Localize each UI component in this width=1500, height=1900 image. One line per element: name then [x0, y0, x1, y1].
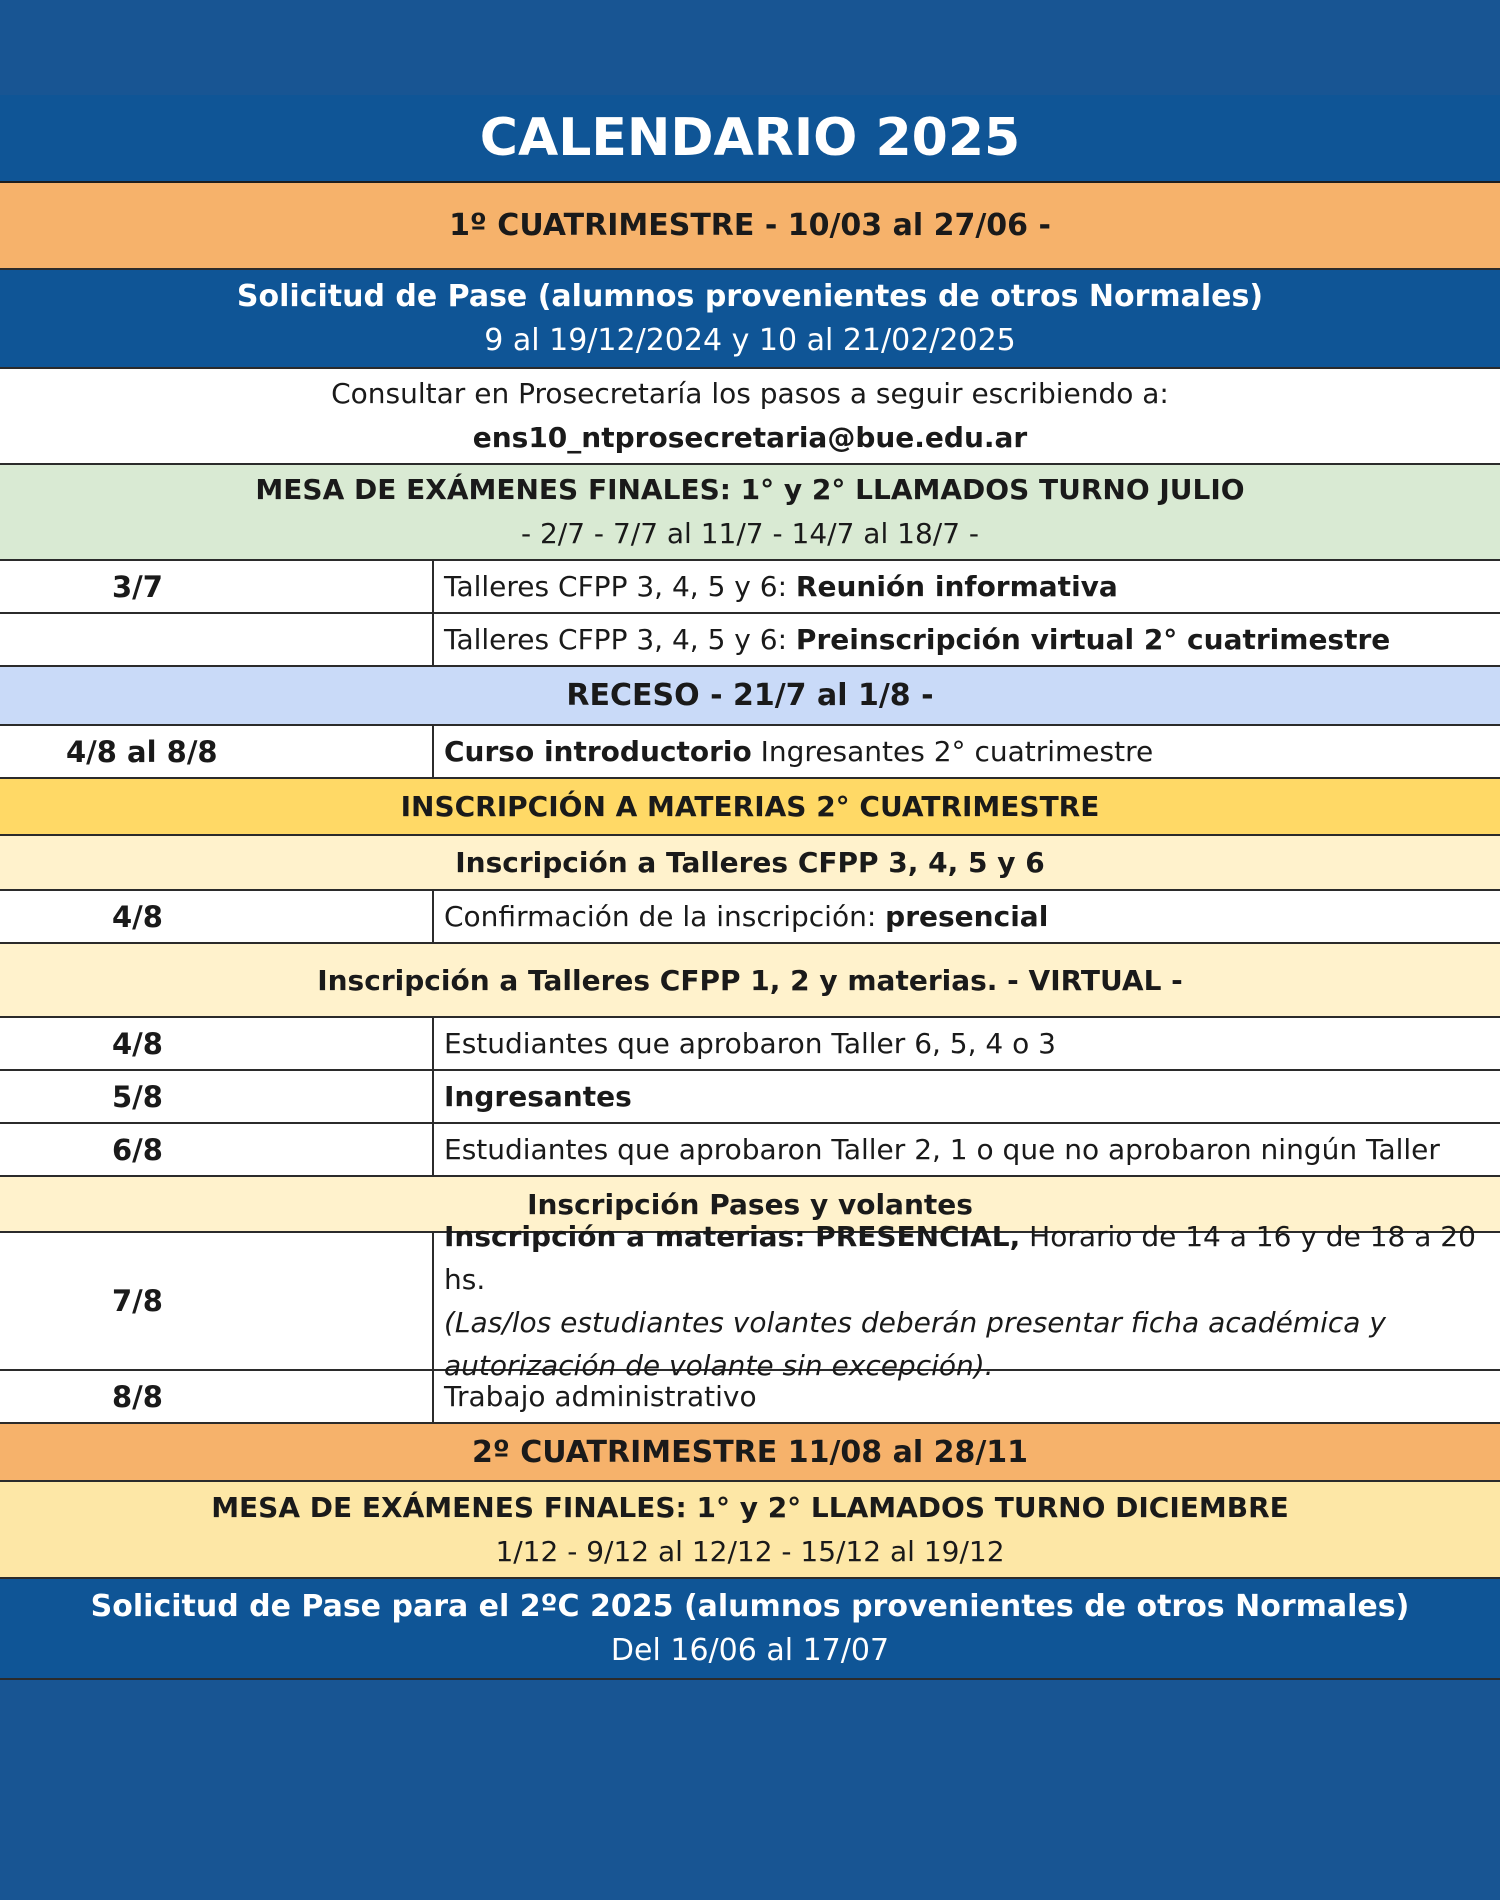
mesa-diciembre-heading: MESA DE EXÁMENES FINALES: 1° y 2° LLAMADOS TURNO DICIEMBRE — [211, 1490, 1289, 1524]
table-row — [0, 1124, 1500, 1177]
pase-request-dates: 9 al 19/12/2024 y 10 al 21/02/2025 — [484, 322, 1016, 358]
consult-section — [0, 369, 1500, 465]
row-content — [434, 561, 1500, 612]
page-title: CALENDARIO 2025 — [0, 95, 1500, 183]
table-row — [0, 1220, 1500, 1382]
row-text: Ingresantes — [444, 1080, 632, 1113]
row-bold-text: Preinscripción virtual 2° cuatrimestre — [795, 623, 1391, 656]
mesa-julio-heading: MESA DE EXÁMENES FINALES: 1° y 2° LLAMADOS TURNO JULIO — [255, 473, 1245, 506]
row-date: 4/8 — [0, 891, 434, 942]
mesa-diciembre-section — [0, 1482, 1500, 1579]
row-content — [434, 1018, 1500, 1069]
row-date: 6/8 — [0, 1124, 434, 1175]
row-date: 5/8 — [0, 1071, 434, 1122]
pases-volantes-header: Inscripción Pases y volantes — [0, 1177, 1500, 1233]
calendar-table — [0, 95, 1500, 1680]
row-date: 7/8 — [0, 1233, 434, 1369]
row-content — [434, 1220, 1500, 1382]
table-row — [0, 614, 1500, 667]
consult-text: Consultar en Prosecretaría los pasos a seguir escribiendo a: — [331, 377, 1169, 410]
row-content — [434, 1371, 1500, 1422]
row-date: 4/8 — [0, 1018, 434, 1069]
pase-2c-section — [0, 1579, 1500, 1680]
pase-request-heading: Solicitud de Pase (alumnos provenientes de otros Normales) — [236, 278, 1264, 314]
table-row — [0, 891, 1500, 944]
pase-2c-dates: Del 16/06 al 17/07 — [610, 1632, 890, 1668]
mesa-julio-dates: - 2/7 - 7/7 al 11/7 - 14/7 al 18/7 - — [520, 517, 980, 550]
row-bold-text: presencial — [885, 900, 1049, 933]
row-bold-text: Curso introductorio — [444, 735, 752, 768]
row-bold-text: Inscripción a materias: PRESENCIAL, — [444, 1220, 1021, 1253]
row-text: Ingresantes 2° cuatrimestre — [751, 735, 1154, 768]
row-content — [434, 614, 1500, 665]
row-text: Estudiantes que aprobaron Taller 6, 5, 4 o 3 — [444, 1027, 1056, 1060]
mesa-julio-section — [0, 465, 1500, 561]
pase-2c-heading: Solicitud de Pase para el 2ºC 2025 (alumnos provenientes de otros Normales) — [90, 1588, 1410, 1624]
row-text: Talleres CFPP 3, 4, 5 y 6: — [444, 570, 796, 603]
row-note-line-1: (Las/los estudiantes volantes deberán presentar ficha académica y — [444, 1306, 1386, 1339]
row-text: Horario de 14 a 16 y de 18 a 20 hs. — [444, 1220, 1476, 1296]
table-row — [0, 1371, 1500, 1424]
row-text: Talleres CFPP 3, 4, 5 y 6: — [444, 623, 796, 656]
table-row — [0, 1071, 1500, 1124]
row-note-line-2: autorización de volante sin excepción). — [444, 1349, 994, 1382]
row-content — [434, 726, 1500, 777]
mesa-diciembre-dates: 1/12 - 9/12 al 12/12 - 15/12 al 19/12 — [495, 1534, 1005, 1568]
receso-header: RECESO - 21/7 al 1/8 - — [0, 667, 1500, 726]
talleres-3456-header: Inscripción a Talleres CFPP 3, 4, 5 y 6 — [0, 836, 1500, 891]
row-date: 4/8 al 8/8 — [0, 726, 434, 777]
consult-email: ens10_ntprosecretaria@bue.edu.ar — [472, 421, 1028, 454]
row-content — [434, 1071, 1500, 1122]
row-text: Estudiantes que aprobaron Taller 2, 1 o que no aprobaron ningún Taller — [444, 1133, 1440, 1166]
inscripcion-header: INSCRIPCIÓN A MATERIAS 2° CUATRIMESTRE — [0, 779, 1500, 836]
row-text: Confirmación de la inscripción: — [444, 900, 886, 933]
row-content — [434, 891, 1500, 942]
row-date — [0, 614, 434, 665]
first-term-header: 1º CUATRIMESTRE - 10/03 al 27/06 - — [0, 183, 1500, 270]
second-term-header: 2º CUATRIMESTRE 11/08 al 28/11 — [0, 1424, 1500, 1482]
row-text: Trabajo administrativo — [444, 1380, 757, 1413]
talleres-12-header: Inscripción a Talleres CFPP 1, 2 y materias. - VIRTUAL - — [0, 944, 1500, 1018]
table-row — [0, 1018, 1500, 1071]
row-content — [434, 1124, 1500, 1175]
row-bold-text: Reunión informativa — [795, 570, 1118, 603]
pase-request-section — [0, 270, 1500, 369]
table-row — [0, 726, 1500, 779]
table-row — [0, 561, 1500, 614]
row-date: 3/7 — [0, 561, 434, 612]
row-date: 8/8 — [0, 1371, 434, 1422]
